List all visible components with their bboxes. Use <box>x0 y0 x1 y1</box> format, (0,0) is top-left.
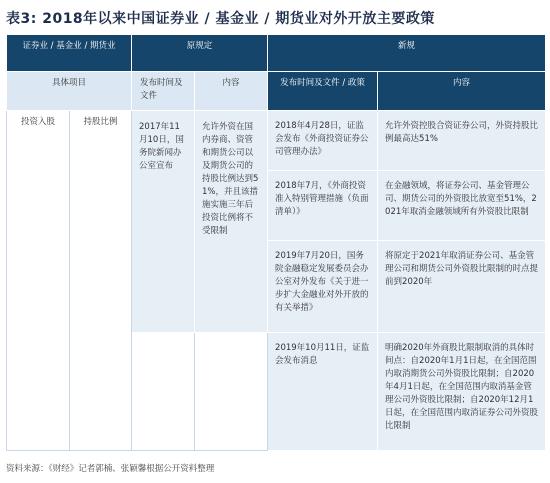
policy-table <box>6 34 546 451</box>
new-time-cell: 2019年10月11日，证监会发布消息 <box>268 333 378 451</box>
orig-content-cell: 允许外资在国内券商、资管和期货公司以及期货公司的持股比例达到51%，并且该措施实施三年后投资比例将不受限制 <box>195 111 268 333</box>
new-time-cell: 2018年4月28日，证监会发布《外商投资证券公司管理办法》 <box>268 111 378 171</box>
orig-time-empty-cell <box>132 333 195 451</box>
new-content-cell: 在金融领域，将证券公司、基金管理公司、期货公司的外资股比放宽至51%，2021年取消金融领域所有外资股比限制 <box>378 171 546 241</box>
header-new-time: 发布时间及文件 / 政策 <box>268 72 378 111</box>
new-content-cell: 将原定于2021年取消证券公司、基金管理公司和期货公司外资股比限制的时点提前到2020年 <box>378 241 546 333</box>
new-time-cell: 2018年7月，《外商投资准入特别管理措施（负面清单）》 <box>268 171 378 241</box>
header-original-rule: 原规定 <box>132 35 268 72</box>
header-orig-content: 内容 <box>195 72 268 111</box>
header-new-content: 内容 <box>378 72 546 111</box>
orig-time-cell: 2017年11月10日，国务院新闻办公室宣布 <box>132 111 195 333</box>
orig-content-empty-cell <box>195 333 268 451</box>
header-row-2 <box>7 72 546 111</box>
header-item: 具体项目 <box>7 72 132 111</box>
header-industry: 证券业 / 基金业 / 期货业 <box>7 35 132 72</box>
new-content-cell: 允许外资控股合资证券公司，外资持股比例最高达51% <box>378 111 546 171</box>
new-time-cell: 2019年7月20日，国务院金融稳定发展委员会办公室对外发布《关于进一步扩大金融业对外开放的有关举措》 <box>268 241 378 333</box>
table-title: 表3: 2018年以来中国证券业 / 基金业 / 期货业对外开放主要政策 <box>6 11 435 27</box>
new-content-cell: 明确2020年外商股比限制取消的具体时间点：自2020年1月1日起，在全国范围内取消期货公司外资股比限制；自2020年4月1日起，在全国范围内取消基金管理公司外资股比限制；自2020年12月1日起，在全国范围内取消证券公司外资股比限制 <box>378 333 546 451</box>
header-row-1 <box>7 35 546 72</box>
subcategory-cell: 持股比例 <box>70 111 132 451</box>
header-new-rule: 新规 <box>268 35 546 72</box>
table-row <box>7 111 546 171</box>
source-note: 资料来源：《财经》记者郭楠、张颖馨根据公开资料整理 <box>6 464 215 474</box>
category-cell: 投资入股 <box>7 111 70 451</box>
header-orig-time: 发布时间及文件 <box>132 72 195 111</box>
